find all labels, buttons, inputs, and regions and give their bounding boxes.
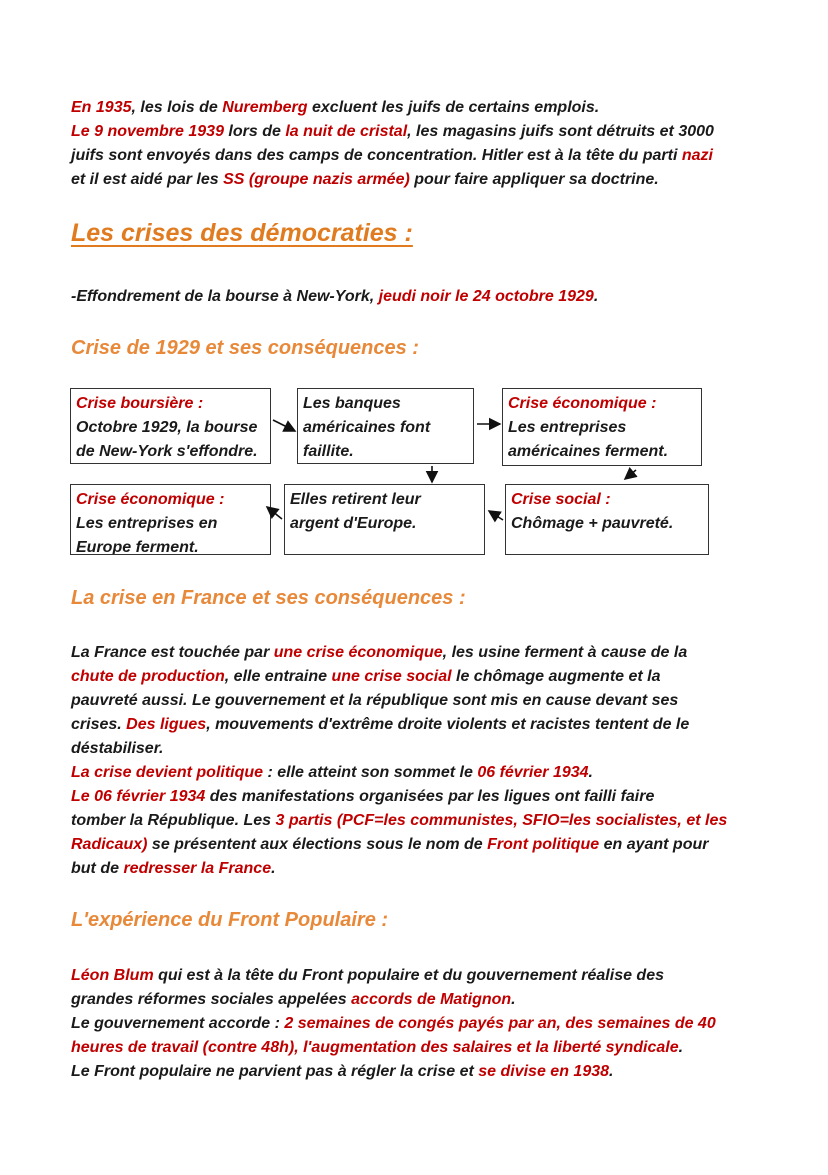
box-banques: Les banques américaines font faillite.: [297, 388, 474, 464]
france-line-9: Radicaux) se présentent aux élections sous le nom de Front politique en ayant pour: [71, 836, 709, 853]
main-heading: Les crises des démocraties :: [71, 219, 413, 247]
nuremberg-term: Nuremberg: [222, 99, 308, 116]
front-line-2: grandes réformes sociales appelées accords de Matignon.: [71, 991, 516, 1008]
arrow-box3-to-box4: [625, 470, 636, 479]
france-line-10: but de redresser la France.: [71, 860, 276, 877]
intro-line-2: Le 9 novembre 1939 lors de la nuit de cristal, les magasins juifs sont détruits et 3000: [71, 123, 714, 140]
france-paragraph: [71, 641, 761, 881]
heading-crise-france: La crise en France et ses conséquences :: [71, 587, 466, 609]
intro-line-4: et il est aidé par les SS (groupe nazis armée) pour faire appliquer sa doctrine.: [71, 171, 659, 188]
box-crise-economique-europe: Crise économique : Les entreprises en Europe ferment.: [70, 484, 271, 555]
box-retirent-argent: Elles retirent leur argent d'Europe.: [284, 484, 485, 555]
box-crise-boursiere: Crise boursière : Octobre 1929, la bourse de New-York s'effondre.: [70, 388, 271, 464]
arrow-box4-to-box5: [489, 511, 503, 520]
arrow-box1-to-box2: [273, 420, 295, 431]
front-line-4: heures de travail (contre 48h), l'augmentation des salaires et la liberté syndicale.: [71, 1039, 684, 1056]
france-line-2: chute de production, elle entraine une crise social le chômage augmente et la: [71, 668, 661, 685]
box-crise-economique-us: Crise économique : Les entreprises américaines ferment.: [502, 388, 702, 466]
front-paragraph: [71, 964, 761, 1084]
france-line-3: pauvreté aussi. Le gouvernement et la république sont mis en cause devant ses: [71, 692, 679, 709]
france-line-7: Le 06 février 1934 des manifestations organisées par les ligues ont failli faire: [71, 788, 655, 805]
bourse-line: -Effondrement de la bourse à New-York, jeudi noir le 24 octobre 1929.: [71, 288, 599, 305]
france-line-1: La France est touchée par une crise économique, les usine ferment à cause de la: [71, 644, 688, 661]
france-line-5: déstabiliser.: [71, 740, 164, 757]
intro-line-3: juifs sont envoyés dans des camps de concentration. Hitler est à la tête du parti nazi: [71, 147, 713, 164]
box-crise-social: Crise social : Chômage + pauvreté.: [505, 484, 709, 555]
front-line-1: Léon Blum qui est à la tête du Front populaire et du gouvernement réalise des: [71, 967, 664, 984]
intro-paragraph: [71, 96, 761, 192]
france-line-4: crises. Des ligues, mouvements d'extrême droite violents et racistes tentent de le: [71, 716, 690, 733]
france-line-8: tomber la République. Les 3 partis (PCF=les communistes, SFIO=les socialistes, et les: [71, 812, 728, 829]
front-line-3: Le gouvernement accorde : 2 semaines de congés payés par an, des semaines de 40: [71, 1015, 716, 1032]
france-line-6: La crise devient politique : elle atteint son sommet le 06 février 1934.: [71, 764, 593, 781]
date-1935: En 1935: [71, 99, 132, 116]
intro-line-1: En 1935, les lois de Nuremberg excluent les juifs de certains emplois.: [71, 99, 600, 116]
heading-crise-1929: Crise de 1929 et ses conséquences :: [71, 337, 419, 359]
heading-front-populaire: L'expérience du Front Populaire :: [71, 909, 389, 931]
front-line-5: Le Front populaire ne parvient pas à régler la crise et se divise en 1938.: [71, 1063, 614, 1080]
